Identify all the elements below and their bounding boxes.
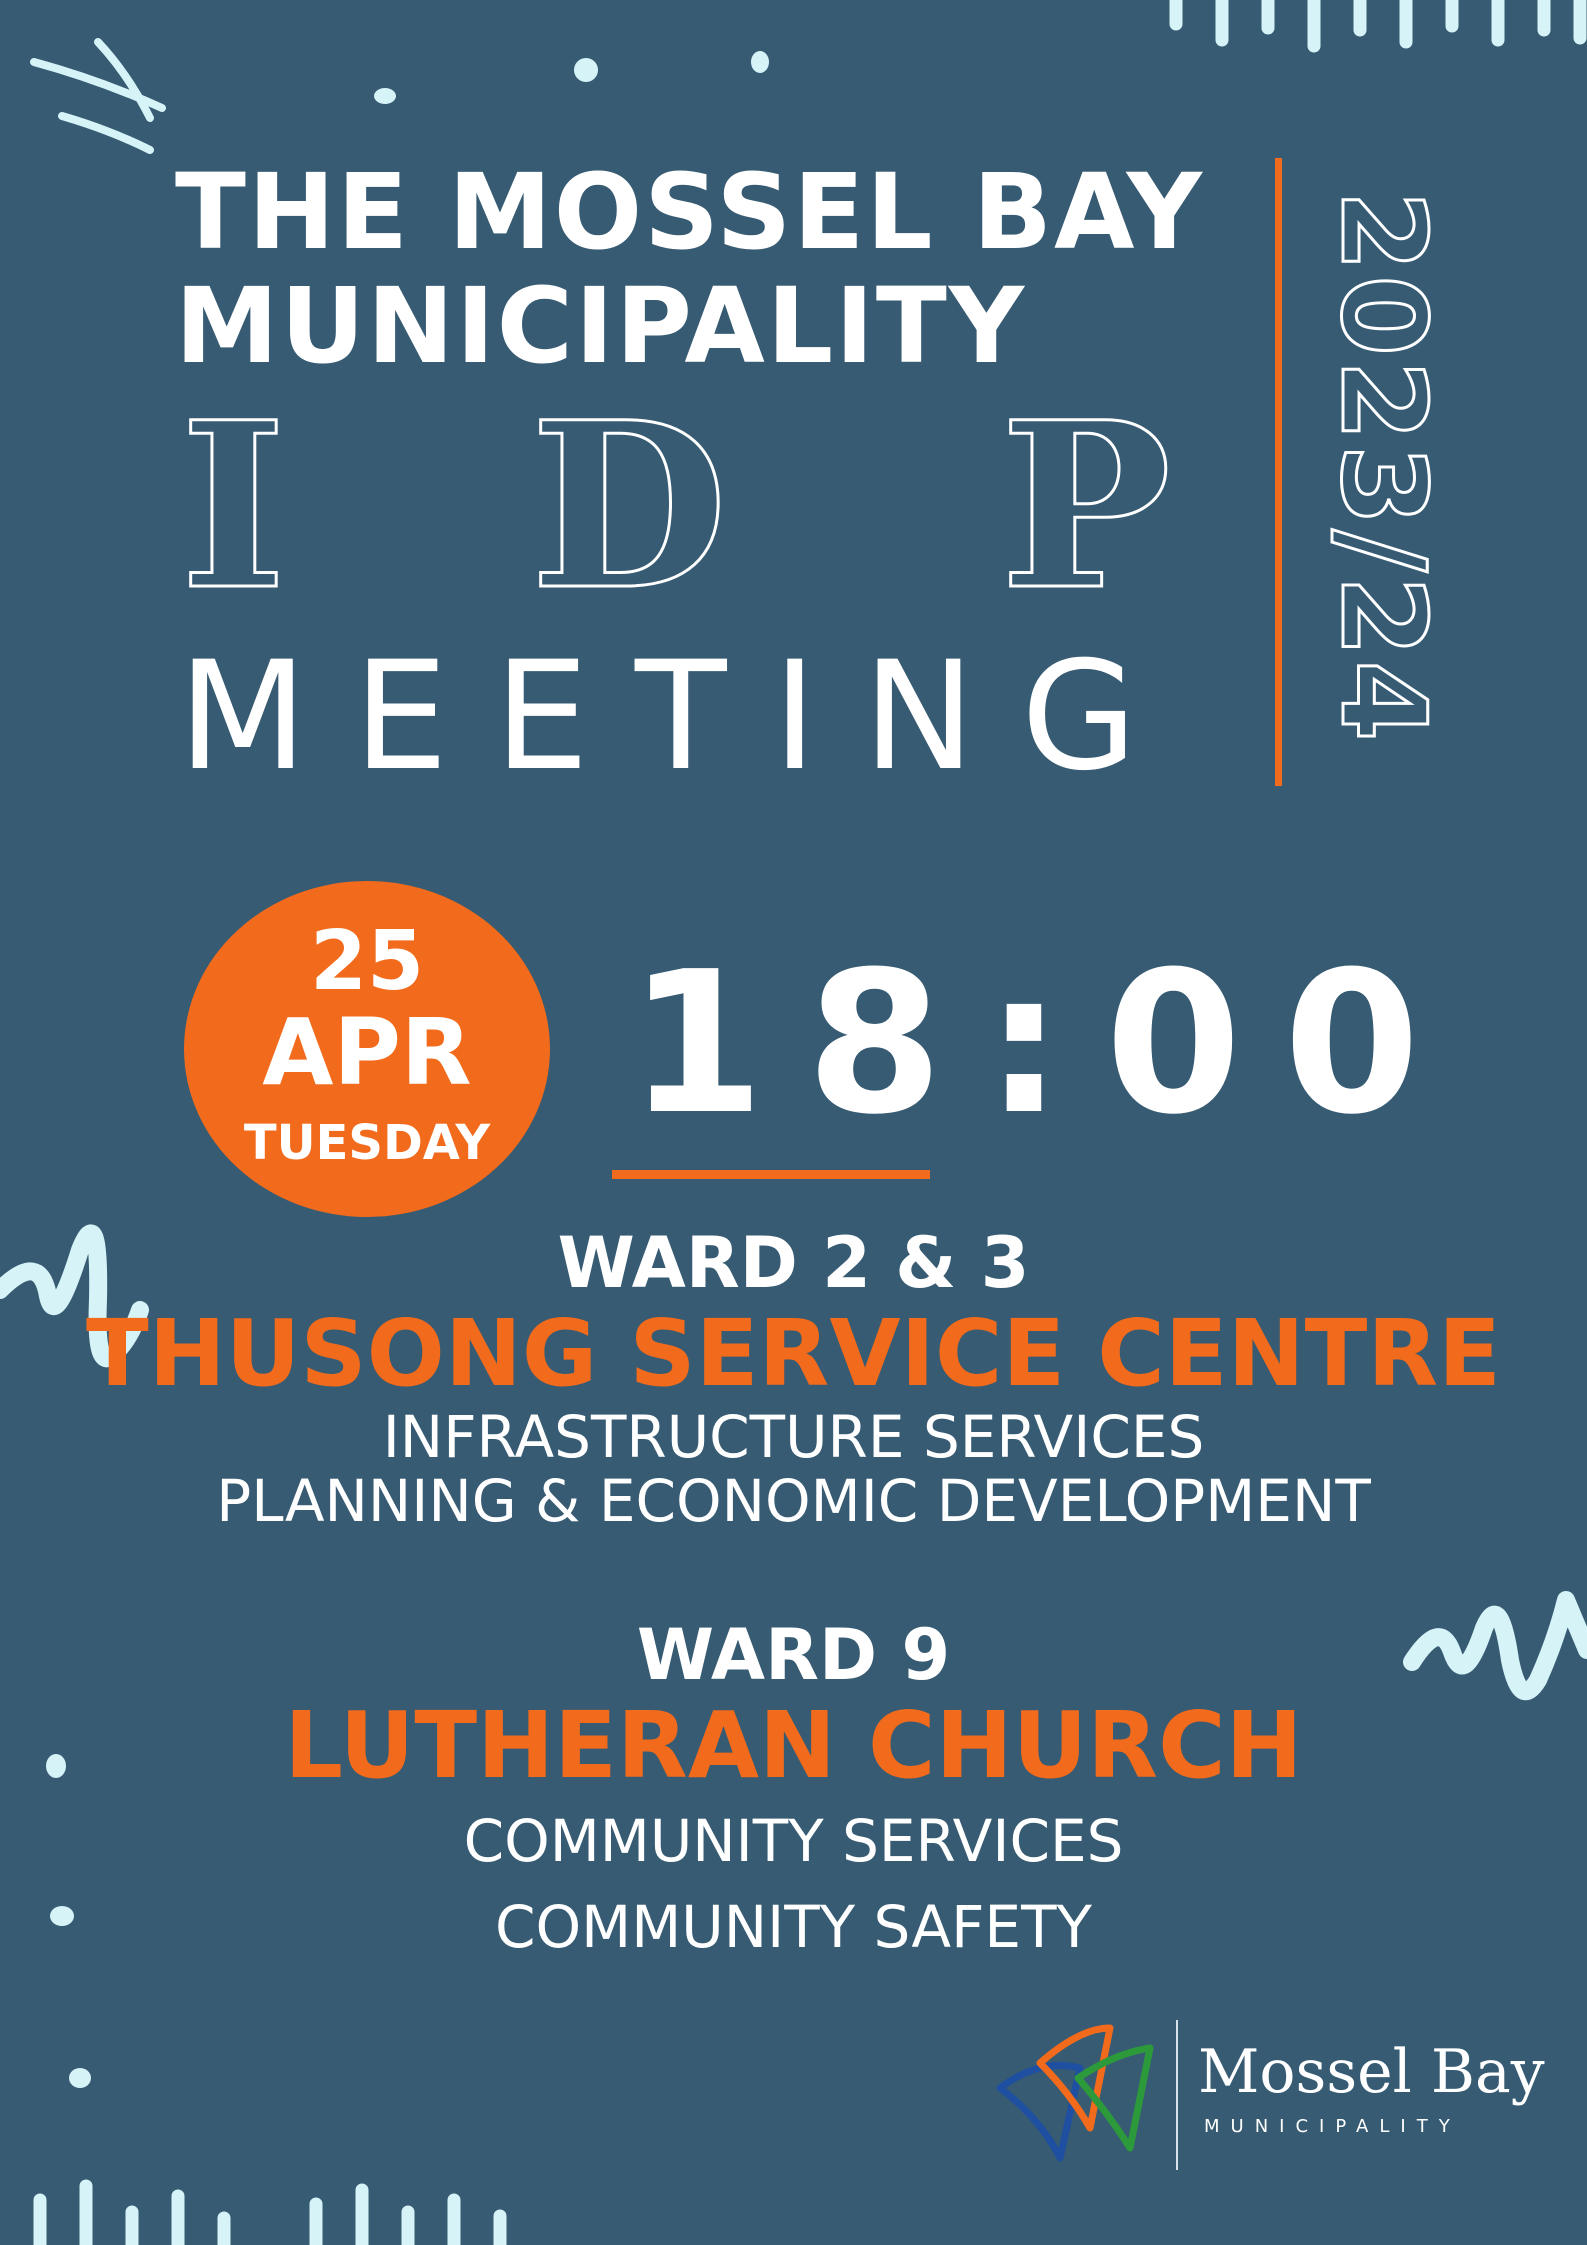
ward-label-1: WARD 2 & 3 <box>557 1222 1030 1304</box>
venue-name-2: LUTHERAN CHURCH <box>284 1692 1303 1799</box>
idp-letter-d: D <box>530 372 728 640</box>
logo-name: Mossel Bay <box>1198 2037 1545 2107</box>
department-2-2: COMMUNITY SAFETY <box>495 1893 1092 1961</box>
logo-divider <box>1176 2020 1178 2170</box>
idp-letter-i: I <box>180 372 287 640</box>
date-month: APR <box>262 999 472 1106</box>
department-2-1: COMMUNITY SERVICES <box>463 1807 1124 1875</box>
municipality-logo-icon <box>990 2018 1160 2168</box>
department-1-2: PLANNING & ECONOMIC DEVELOPMENT <box>216 1467 1371 1535</box>
meeting-heading: MEETING <box>178 630 1184 804</box>
meeting-time: 18:00 <box>628 930 1462 1158</box>
date-badge <box>184 881 550 1217</box>
date-weekday: TUESDAY <box>243 1115 491 1171</box>
time-underline <box>612 1170 930 1179</box>
date-day: 25 <box>309 914 425 1009</box>
title-line-2: MUNICIPALITY <box>175 265 1027 387</box>
venue-name-1: THUSONG SERVICE CENTRE <box>85 1300 1502 1407</box>
title-line-1: THE MOSSEL BAY <box>175 151 1204 273</box>
logo-subtitle: MUNICIPALITY <box>1204 2116 1461 2137</box>
ward-label-2: WARD 9 <box>636 1614 951 1696</box>
year-label: 2023/24 <box>1315 190 1450 746</box>
idp-letter-p: P <box>1000 372 1172 640</box>
department-1-1: INFRASTRUCTURE SERVICES <box>382 1403 1205 1471</box>
vertical-divider <box>1275 158 1282 786</box>
